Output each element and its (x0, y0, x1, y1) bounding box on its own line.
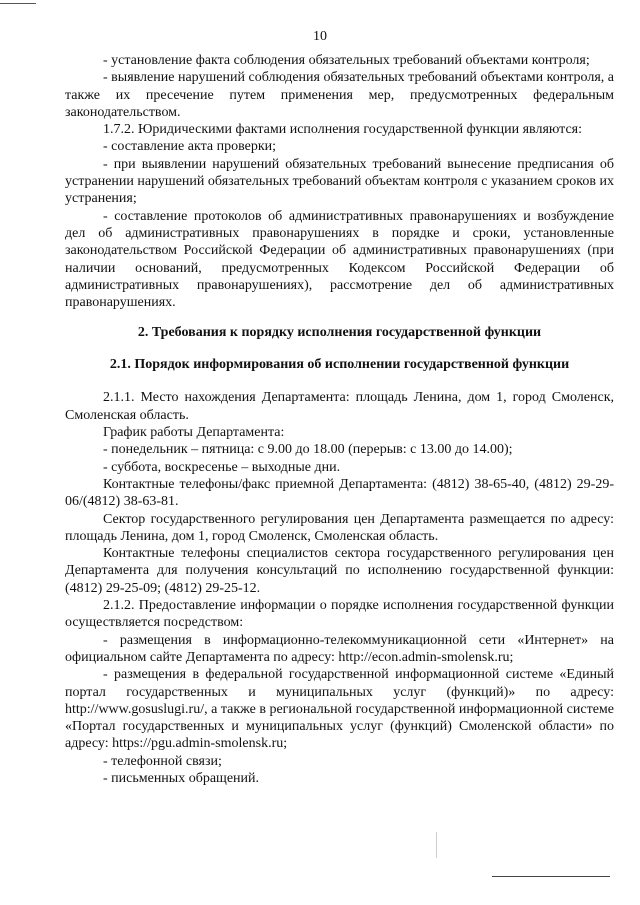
document-body (65, 52, 614, 787)
scan-artifact-line (0, 3, 36, 4)
paragraph: 2.1.1. Место нахождения Департамента: площадь Ленина, дом 1, город Смоленск, Смоленская область. (65, 390, 614, 423)
section-heading: 2. Требования к порядку исполнения государственной функции (137, 325, 542, 341)
paragraph: Контактные телефоны/факс приемной Департамента: (4812) 38-65-40, (4812) 29-29-06/(4812) 38-63-81. (65, 476, 614, 510)
subsection-heading: 2.1. Порядок информирования об исполнении государственной функции (109, 357, 570, 373)
paragraph: - выявление нарушений соблюдения обязательных требований объектами контроля, а также их пресечение путем применения мер, предусмотренных федеральным законодательством. (65, 70, 614, 120)
paragraph: - размещения в информационно-телекоммуникационной сети «Интернет» на официальном сайте Департамента по адресу: http://econ.admin-smolensk.ru; (65, 632, 614, 665)
paragraph: График работы Департамента: (103, 425, 285, 441)
paragraph: Контактные телефоны специалистов сектора государственного регулирования цен Департамента для получения консультаций по исполнению государственной функции: (4812) 29-25-09; (4812) 29-25-12. (65, 546, 614, 596)
scan-artifact-line (492, 876, 610, 877)
paragraph: - составление протоколов об административных правонарушениях и возбуждение дел об административных правонарушениях в порядке и сроки, установленные законодательством Российской Федерации об административных правонарушениях (при наличии оснований, предусмотренных Кодексом Российской Федерации об административных правонарушениях), рассмотрение дел об административных правонарушениях. (65, 208, 614, 311)
paragraph: - составление акта проверки; (103, 139, 277, 155)
paragraph: - понедельник – пятница: с 9.00 до 18.00 (перерыв: с 13.00 до 14.00); (103, 442, 513, 458)
paragraph: - телефонной связи; (103, 753, 222, 769)
paragraph: 2.1.2. Предоставление информации о порядке исполнения государственной функции осуществляется посредством: (65, 598, 614, 631)
paragraph: - размещения в федеральной государственной информационной системе «Единый портал государственных и муниципальных услуг (функций)» по адресу: http://www.gosuslugi.ru/, а также в региональной государственной информационной системе «Портал государственных и муниципальных услуг (функций) Смоленской области» по адресу: https://pgu.admin-smolensk.ru; (65, 667, 614, 752)
paragraph: 1.7.2. Юридическими фактами исполнения государственной функции являются: (103, 122, 583, 138)
paragraph: Сектор государственного регулирования цен Департамента размещается по адресу: площадь Ленина, дом 1, город Смоленск, Смоленская область. (65, 511, 614, 544)
paragraph: - при выявлении нарушений обязательных требований вынесение предписания об устранении нарушений обязательных требований объектам контроля с указанием сроков их устранения; (65, 156, 614, 207)
page-number: 10 (313, 29, 327, 44)
paragraph: - суббота, воскресенье – выходные дни. (103, 459, 341, 475)
scan-artifact-speck (436, 832, 437, 858)
paragraph: - установление факта соблюдения обязательных требований объектами контроля; (103, 53, 590, 68)
paragraph: - письменных обращений. (103, 770, 260, 786)
